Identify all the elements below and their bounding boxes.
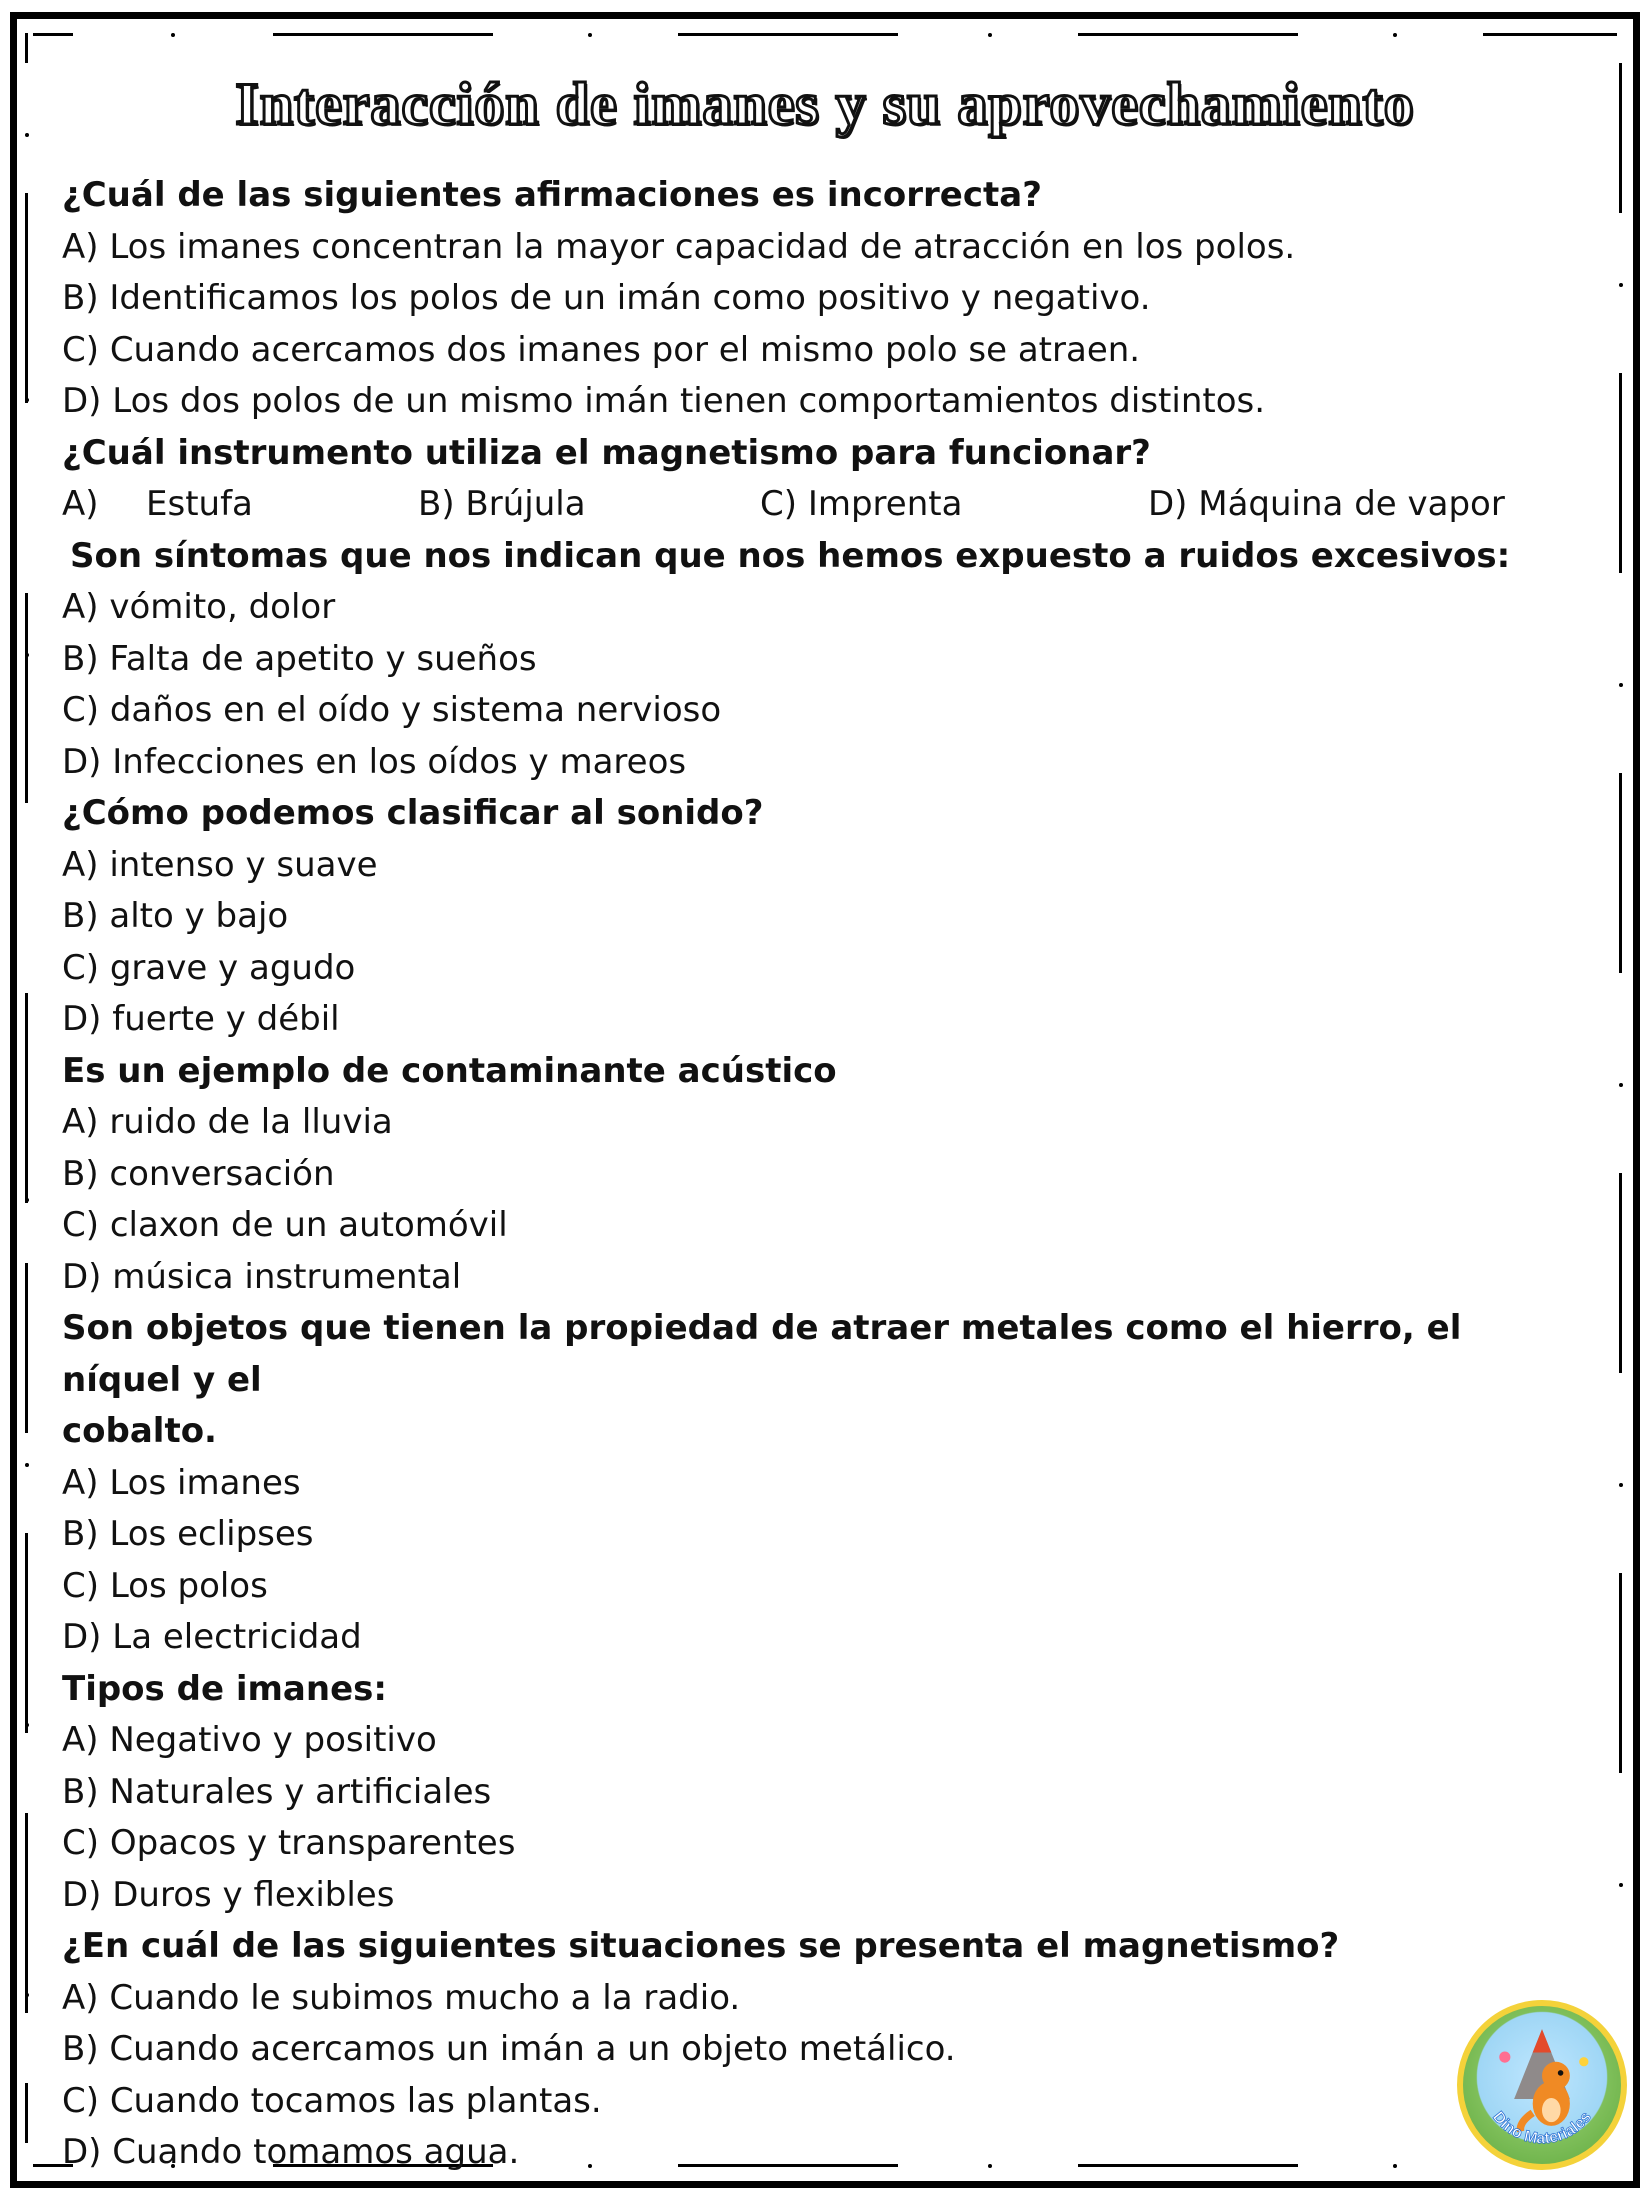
question-text: Tipos de imanes: <box>62 1668 387 1709</box>
inline-options <box>62 479 1562 531</box>
question-text: Es un ejemplo de contaminante acústico <box>62 1050 837 1091</box>
question-text: ¿Cómo podemos clasificar al sonido? <box>62 793 764 833</box>
option-c: C) Cuando tocamos las plantas. <box>62 2080 602 2121</box>
option-b: B) Los eclipses <box>62 1514 314 1554</box>
option-a: A) Cuando le subimos mucho a la radio. <box>62 1977 741 2018</box>
option-c: C) Cuando acercamos dos imanes por el mismo polo se atraen. <box>62 329 1141 370</box>
option-d: D) Duros y flexibles <box>62 1874 395 1915</box>
option-a: A) intenso y suave <box>62 844 378 885</box>
question-6 <box>62 1303 1562 1664</box>
dino-icon <box>1463 2006 1621 2164</box>
option-a-text: Estufa <box>146 484 253 524</box>
option-a: A) Negativo y positivo <box>62 1720 437 1760</box>
option-d: D) La electricidad <box>62 1617 362 1657</box>
option-a-label: A) <box>62 484 99 524</box>
option-d: D) Cuando tomamos agua. <box>62 2132 520 2172</box>
option-c: C) grave y agudo <box>62 947 356 988</box>
option-d: D) música instrumental <box>62 1256 462 1297</box>
option-d: D) Máquina de vapor <box>1148 484 1505 524</box>
option-c: C) Opacos y transparentes <box>62 1823 516 1863</box>
question-4 <box>62 788 1562 1046</box>
option-c: C) claxon de un automóvil <box>62 1205 508 1245</box>
option-b: B) alto y bajo <box>62 896 289 936</box>
question-text: ¿Cuál de las siguientes afirmaciones es incorrecta? <box>62 175 1042 215</box>
option-d: D) Infecciones en los oídos y mareos <box>62 741 687 782</box>
page-title: Interacción de imanes y su aprovechamiento <box>235 71 1415 137</box>
question-text-line-2: cobalto. <box>62 1411 217 1451</box>
option-b: B) Identificamos los polos de un imán como positivo y negativo. <box>62 278 1151 318</box>
option-c: C) daños en el oído y sistema nervioso <box>62 690 722 730</box>
option-b: B) Naturales y artificiales <box>62 1771 492 1812</box>
question-7 <box>62 1664 1562 1922</box>
option-a: A) vómito, dolor <box>62 587 336 627</box>
question-list <box>62 170 1562 2179</box>
question-1 <box>62 170 1562 428</box>
question-text: Son síntomas que nos indican que nos hemos expuesto a ruidos excesivos: <box>70 535 1511 576</box>
option-d: D) fuerte y débil <box>62 999 340 1039</box>
question-text: ¿En cuál de las siguientes situaciones se presenta el magnetismo? <box>62 1926 1340 1966</box>
option-b: B) conversación <box>62 1153 335 1194</box>
dino-materiales-logo <box>1457 2000 1627 2170</box>
question-5 <box>62 1046 1562 1304</box>
question-2 <box>62 428 1562 531</box>
question-3 <box>62 531 1562 789</box>
option-b: B) Brújula <box>418 484 586 524</box>
question-8 <box>62 1921 1562 2179</box>
option-b: B) Falta de apetito y sueños <box>62 638 537 679</box>
option-a: A) Los imanes <box>62 1462 301 1503</box>
option-a: A) Los imanes concentran la mayor capacidad de atracción en los polos. <box>62 226 1296 267</box>
option-c: C) Los polos <box>62 1565 268 1606</box>
option-c: C) Imprenta <box>760 484 963 524</box>
question-text: ¿Cuál instrumento utiliza el magnetismo para funcionar? <box>62 432 1151 473</box>
option-d: D) Los dos polos de un mismo imán tienen comportamientos distintos. <box>62 381 1266 421</box>
svg-text:Dino Materiales: Dino Materiales <box>1489 2108 1595 2148</box>
option-b: B) Cuando acercamos un imán a un objeto metálico. <box>62 2029 956 2069</box>
option-a: A) ruido de la lluvia <box>62 1102 393 1142</box>
question-text-line-1: Son objetos que tienen la propiedad de atraer metales como el hierro, el níquel y el <box>62 1308 1462 1400</box>
